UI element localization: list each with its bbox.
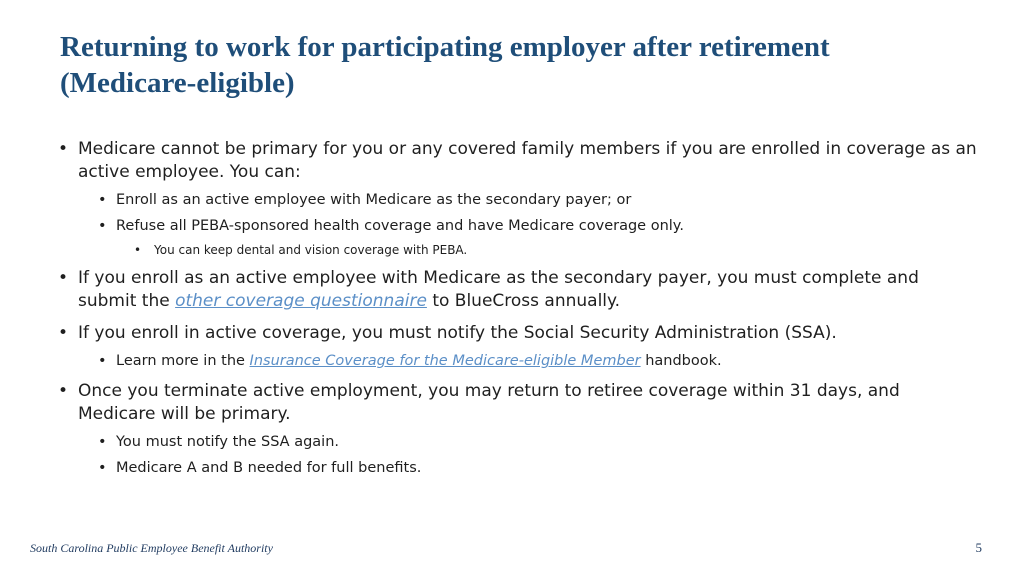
bullet-text: handbook. bbox=[640, 353, 722, 369]
bullet-list bbox=[58, 138, 978, 478]
bullet-text: If you enroll in active coverage, you must notify the Social Security Administration (SSA). bbox=[78, 323, 837, 343]
sub-bullet-enroll-active bbox=[98, 191, 978, 210]
bullet-text: Learn more in the bbox=[116, 353, 250, 369]
sub-bullet-medicare-ab bbox=[98, 459, 978, 478]
bullet-text: You must notify the SSA again. bbox=[116, 434, 339, 450]
other-coverage-questionnaire-link[interactable]: other coverage questionnaire bbox=[175, 291, 427, 311]
sub-sub-bullet-dental-vision bbox=[134, 242, 978, 258]
bullet-medicare-not-primary bbox=[58, 138, 978, 184]
title-line-1: Returning to work for participating employer after retirement bbox=[60, 31, 830, 63]
bullet-text: Enroll as an active employee with Medicare as the secondary payer; or bbox=[116, 192, 632, 208]
page-title bbox=[60, 29, 980, 101]
bullet-text: Refuse all PEBA-sponsored health coverage and have Medicare coverage only. bbox=[116, 218, 684, 234]
footer-organization: South Carolina Public Employee Benefit Authority bbox=[30, 541, 273, 555]
bullet-text: If you enroll as an active employee with Medicare as the secondary payer, you must complete and submit the bbox=[78, 268, 919, 311]
bullet-notify-ssa bbox=[58, 322, 978, 345]
bullet-text: Medicare cannot be primary for you or any covered family members if you are enrolled in coverage as an active employee. You can: bbox=[78, 139, 977, 182]
medicare-handbook-link[interactable]: Insurance Coverage for the Medicare-eligible Member bbox=[249, 353, 641, 369]
bullet-text: Medicare A and B needed for full benefits. bbox=[116, 460, 422, 476]
sub-bullet-notify-ssa-again bbox=[98, 433, 978, 452]
bullet-text: You can keep dental and vision coverage with PEBA. bbox=[154, 243, 468, 257]
bullet-text: to BlueCross annually. bbox=[426, 291, 621, 311]
bullet-terminate-employment bbox=[58, 380, 978, 426]
sub-bullet-refuse-coverage bbox=[98, 217, 978, 236]
sub-bullet-learn-more bbox=[98, 352, 978, 371]
bullet-secondary-payer bbox=[58, 267, 978, 313]
title-line-2: (Medicare-eligible) bbox=[60, 67, 295, 99]
bullet-text: Once you terminate active employment, you may return to retiree coverage within 31 days, and Medicare will be primary. bbox=[78, 381, 900, 424]
page-number: 5 bbox=[975, 540, 982, 555]
